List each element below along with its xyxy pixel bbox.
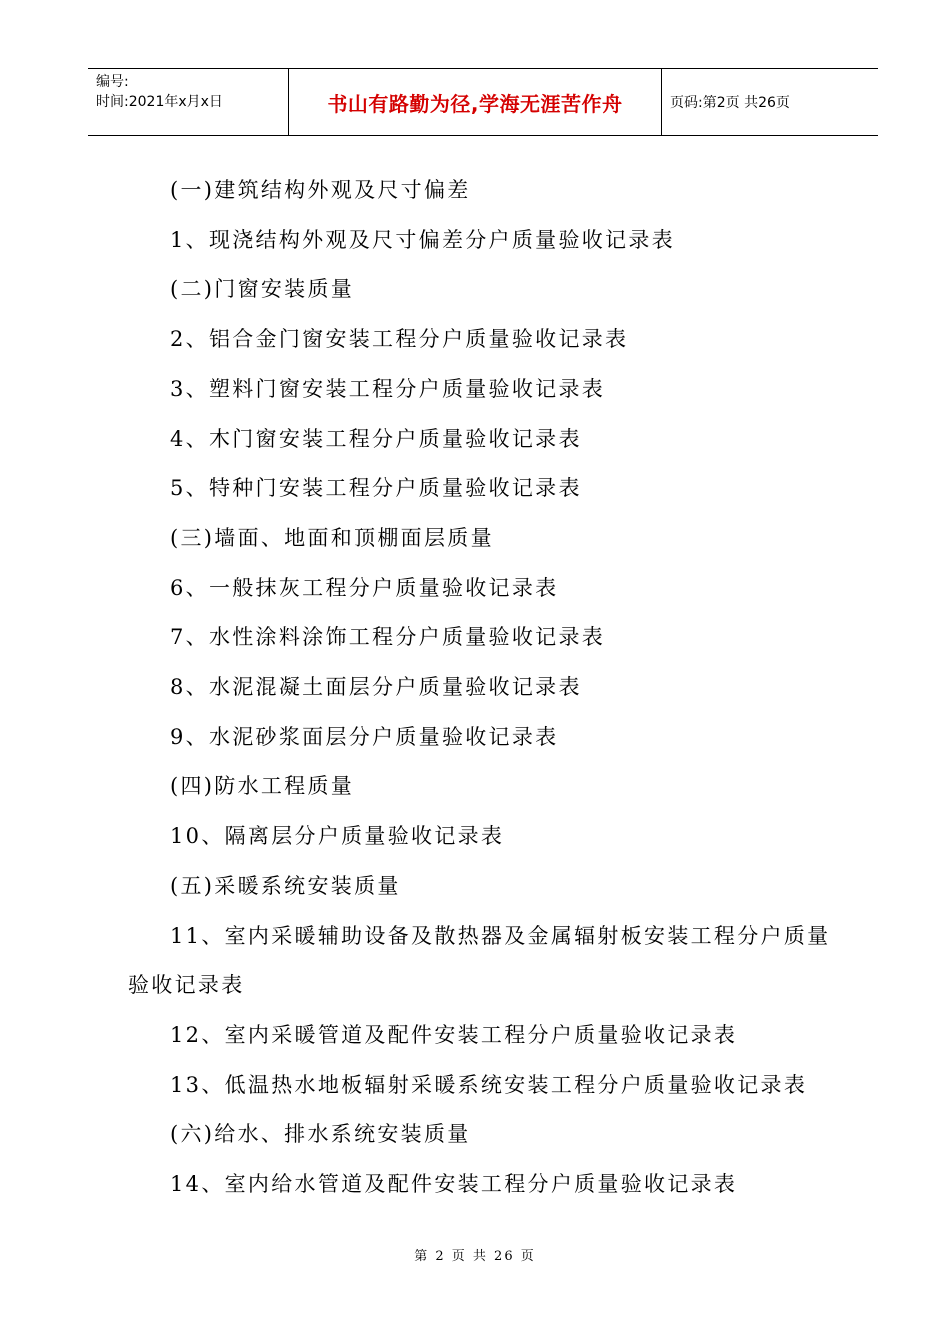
list-item: 7、水性涂料涂饰工程分户质量验收记录表 (170, 625, 606, 650)
page-footer: 第 2 页 共 26 页 (414, 1249, 536, 1264)
list-item: 12、室内采暖管道及配件安装工程分户质量验收记录表 (170, 1022, 738, 1047)
section-heading: (六)给水、排水系统安装质量 (170, 1122, 471, 1147)
page-info-cell (662, 69, 878, 135)
header-meta-cell (88, 69, 288, 135)
motto-cell (288, 69, 662, 135)
list-item: 8、水泥混凝土面层分户质量验收记录表 (170, 675, 582, 700)
list-item-text: 11、室内采暖辅助设备及散热器及金属辐射板安装工程分户质量验收记录表 (128, 923, 831, 998)
list-item: 14、室内给水管道及配件安装工程分户质量验收记录表 (170, 1172, 738, 1197)
list-item: 2、铝合金门窗安装工程分户质量验收记录表 (170, 327, 629, 352)
list-item: 5、特种门安装工程分户质量验收记录表 (170, 476, 582, 501)
time-label: 时间:2021年x月x日 (96, 94, 223, 110)
section-heading: (三)墙面、地面和顶棚面层质量 (170, 525, 494, 550)
list-item: 3、塑料门窗安装工程分户质量验收记录表 (170, 376, 606, 401)
list-item: 9、水泥砂浆面层分户质量验收记录表 (170, 724, 559, 749)
header-table (88, 68, 878, 136)
section-heading: (一)建筑结构外观及尺寸偏差 (170, 178, 471, 202)
page-info-text: 页码:第2页 共26页 (670, 95, 790, 111)
list-item: 4、木门窗安装工程分户质量验收记录表 (170, 426, 582, 451)
document-body (128, 166, 848, 1210)
list-item: 10、隔离层分户质量验收记录表 (170, 824, 505, 849)
section-heading: (二)门窗安装质量 (170, 277, 355, 302)
motto-text: 书山有路勤为径,学海无涯苦作舟 (327, 91, 623, 116)
list-item: 6、一般抹灰工程分户质量验收记录表 (170, 575, 559, 600)
list-item: 13、低温热水地板辐射采暖系统安装工程分户质量验收记录表 (170, 1072, 808, 1097)
doc-number-label: 编号: (96, 74, 129, 90)
section-heading: (四)防水工程质量 (170, 774, 355, 799)
section-heading: (五)采暖系统安装质量 (170, 873, 401, 898)
list-item-wrapped (128, 912, 848, 1011)
list-item: 1、现浇结构外观及尺寸偏差分户质量验收记录表 (170, 227, 675, 252)
